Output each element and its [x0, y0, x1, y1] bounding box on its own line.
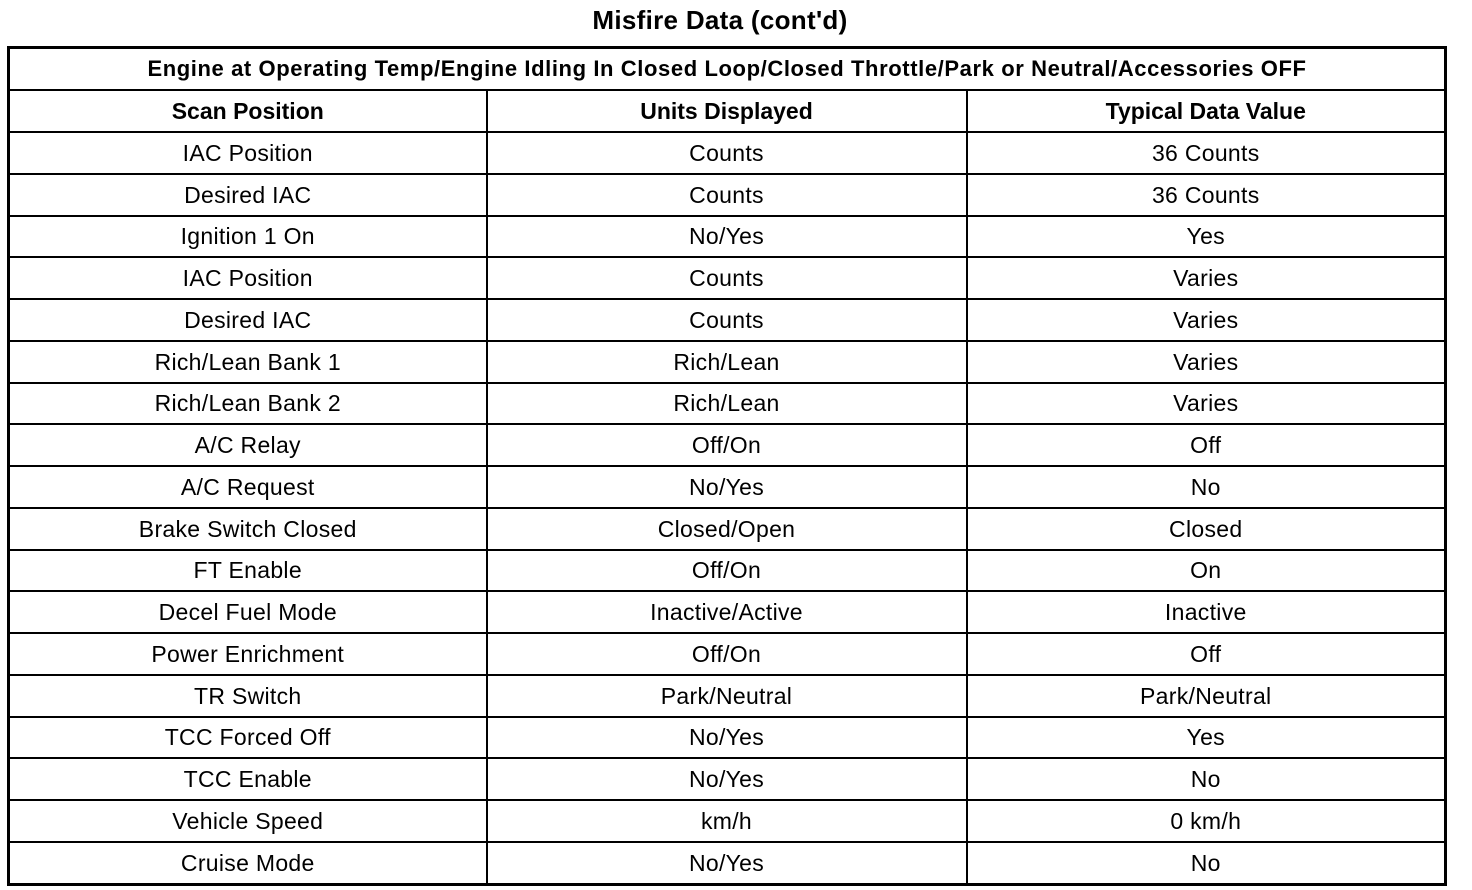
table-row [9, 591, 1446, 633]
table-row [9, 633, 1446, 675]
column-header-scan-position: Scan Position [9, 90, 487, 132]
column-header-units-displayed: Units Displayed [487, 90, 967, 132]
cell-typical-data-value: 36 Counts [967, 174, 1446, 216]
cell-typical-data-value: 36 Counts [967, 132, 1446, 174]
cell-units-displayed: Rich/Lean [487, 341, 967, 383]
conditions-header: Engine at Operating Temp/Engine Idling In Closed Loop/Closed Throttle/Park or Neutral/Accessories OFF [9, 48, 1446, 91]
table-row [9, 299, 1446, 341]
cell-units-displayed: No/Yes [487, 466, 967, 508]
cell-scan-position: IAC Position [9, 132, 487, 174]
page-title: Misfire Data (cont'd) [592, 5, 848, 35]
cell-scan-position: Desired IAC [9, 174, 487, 216]
table-row [9, 842, 1446, 885]
table-row [9, 717, 1446, 759]
table-row [9, 341, 1446, 383]
cell-typical-data-value: Off [967, 633, 1446, 675]
cell-units-displayed: Inactive/Active [487, 591, 967, 633]
cell-typical-data-value: Yes [967, 216, 1446, 258]
table-row [9, 800, 1446, 842]
table-row [9, 132, 1446, 174]
table-row [9, 424, 1446, 466]
cell-typical-data-value: 0 km/h [967, 800, 1446, 842]
cell-scan-position: FT Enable [9, 550, 487, 592]
table-row [9, 257, 1446, 299]
cell-typical-data-value: Yes [967, 717, 1446, 759]
cell-typical-data-value: Off [967, 424, 1446, 466]
cell-units-displayed: Off/On [487, 633, 967, 675]
cell-typical-data-value: Closed [967, 508, 1446, 550]
table-body [9, 132, 1446, 885]
cell-units-displayed: Off/On [487, 424, 967, 466]
cell-units-displayed: Counts [487, 132, 967, 174]
cell-scan-position: Vehicle Speed [9, 800, 487, 842]
cell-scan-position: Rich/Lean Bank 1 [9, 341, 487, 383]
table-row [9, 174, 1446, 216]
cell-typical-data-value: Varies [967, 299, 1446, 341]
cell-units-displayed: Rich/Lean [487, 383, 967, 425]
cell-typical-data-value: Varies [967, 383, 1446, 425]
cell-typical-data-value: No [967, 758, 1446, 800]
cell-scan-position: Cruise Mode [9, 842, 487, 885]
cell-typical-data-value: Park/Neutral [967, 675, 1446, 717]
table-row [9, 216, 1446, 258]
table-row [9, 675, 1446, 717]
cell-scan-position: Decel Fuel Mode [9, 591, 487, 633]
cell-units-displayed: No/Yes [487, 758, 967, 800]
table-row [9, 758, 1446, 800]
cell-typical-data-value: On [967, 550, 1446, 592]
cell-units-displayed: Counts [487, 174, 967, 216]
table-row [9, 508, 1446, 550]
table-row [9, 550, 1446, 592]
column-header-row [9, 90, 1446, 132]
cell-typical-data-value: No [967, 466, 1446, 508]
cell-scan-position: TCC Enable [9, 758, 487, 800]
misfire-data-table [7, 46, 1447, 886]
cell-units-displayed: Off/On [487, 550, 967, 592]
cell-units-displayed: No/Yes [487, 842, 967, 885]
cell-units-displayed: Counts [487, 299, 967, 341]
cell-scan-position: A/C Request [9, 466, 487, 508]
cell-scan-position: TCC Forced Off [9, 717, 487, 759]
cell-scan-position: Brake Switch Closed [9, 508, 487, 550]
cell-scan-position: Power Enrichment [9, 633, 487, 675]
cell-scan-position: Rich/Lean Bank 2 [9, 383, 487, 425]
cell-typical-data-value: Varies [967, 341, 1446, 383]
cell-scan-position: Ignition 1 On [9, 216, 487, 258]
cell-units-displayed: No/Yes [487, 717, 967, 759]
cell-scan-position: IAC Position [9, 257, 487, 299]
cell-typical-data-value: Inactive [967, 591, 1446, 633]
table-row [9, 383, 1446, 425]
cell-units-displayed: Closed/Open [487, 508, 967, 550]
cell-units-displayed: km/h [487, 800, 967, 842]
conditions-row [9, 48, 1446, 91]
cell-scan-position: TR Switch [9, 675, 487, 717]
cell-typical-data-value: No [967, 842, 1446, 885]
cell-units-displayed: No/Yes [487, 216, 967, 258]
table-row [9, 466, 1446, 508]
cell-units-displayed: Counts [487, 257, 967, 299]
column-header-typical-data-value: Typical Data Value [967, 90, 1446, 132]
cell-units-displayed: Park/Neutral [487, 675, 967, 717]
cell-typical-data-value: Varies [967, 257, 1446, 299]
cell-scan-position: Desired IAC [9, 299, 487, 341]
cell-scan-position: A/C Relay [9, 424, 487, 466]
